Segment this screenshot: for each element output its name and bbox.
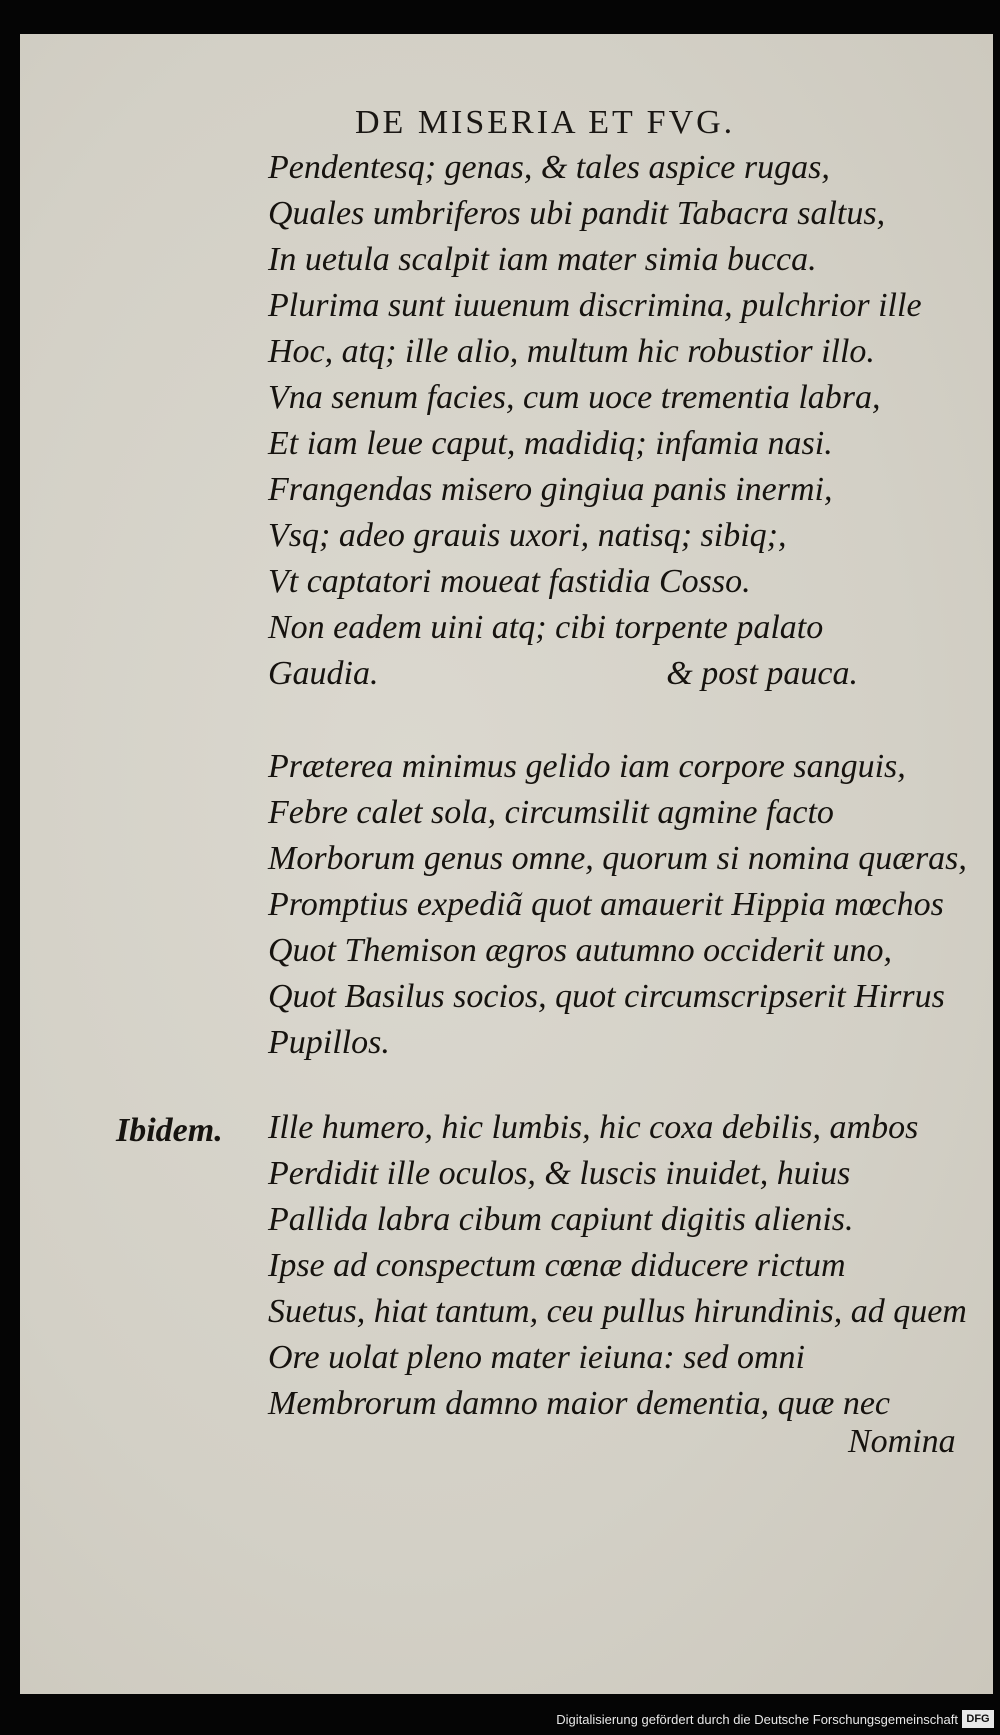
verse-line: Non eadem uini atq; cibi torpente palato (268, 609, 824, 646)
verse-line: Quot Basilus socios, quot circumscripserit Hirrus (268, 978, 945, 1015)
verse-line: Febre calet sola, circumsilit agmine facto (268, 794, 834, 831)
running-head: DE MISERIA ET FVG. (355, 104, 736, 141)
catchword: Nomina (848, 1423, 956, 1460)
verse-block-2 (268, 744, 967, 1066)
verse-line: Ipse ad conspectum cœnæ diducere rictum (268, 1247, 846, 1284)
verse-line: Membrorum damno maior dementia, quæ nec (268, 1385, 890, 1422)
verse-line: Quales umbriferos ubi pandit Tabacra saltus, (268, 195, 886, 232)
verse-line: Et iam leue caput, madidiq; infamia nasi. (268, 425, 833, 462)
verse-line: Plurima sunt iuuenum discrimina, pulchrior ille (268, 287, 922, 324)
verse-line: Pendentesq; genas, & tales aspice rugas, (268, 149, 830, 186)
digitization-credit: Digitalisierung gefördert durch die Deutsche Forschungsgemeinschaft (556, 1712, 958, 1727)
verse-line: Pupillos. (268, 1024, 390, 1061)
verse-line: Suetus, hiat tantum, ceu pullus hirundinis, ad quem (268, 1293, 967, 1330)
verse-line: Pallida labra cibum capiunt digitis alienis. (268, 1201, 854, 1238)
verse-line: Vt captatori moueat fastidia Cosso. (268, 563, 751, 600)
verse-line: Frangendas misero gingiua panis inermi, (268, 471, 833, 508)
verse-block-3 (268, 1105, 967, 1427)
verse-block-1 (268, 145, 922, 697)
verse-line: Ore uolat pleno mater ieiuna: sed omni (268, 1339, 805, 1376)
verse-line: Vna senum facies, cum uoce trementia labra, (268, 379, 881, 416)
verse-line: Morborum genus omne, quorum si nomina quæras, (268, 840, 967, 877)
verse-line: Perdidit ille oculos, & luscis inuidet, huius (268, 1155, 851, 1192)
verse-note: & post pauca. (666, 655, 858, 692)
verse-line: Quot Themison ægros autumno occiderit uno, (268, 932, 892, 969)
verse-line: Præterea minimus gelido iam corpore sanguis, (268, 748, 906, 785)
verse-line: Promptius expediã quot amauerit Hippia mœchos (268, 886, 944, 923)
verse-line: Hoc, atq; ille alio, multum hic robustior illo. (268, 333, 875, 370)
verse-line: Vsq; adeo grauis uxori, natisq; sibiq;, (268, 517, 787, 554)
verse-line: In uetula scalpit iam mater simia bucca. (268, 241, 817, 278)
dfg-logo: DFG (962, 1710, 994, 1728)
margin-note: Ibidem. (116, 1112, 223, 1149)
verse-line: Ille humero, hic lumbis, hic coxa debilis, ambos (268, 1109, 919, 1146)
verse-end-word: Gaudia. (268, 655, 379, 692)
verse-line-final (268, 651, 858, 697)
